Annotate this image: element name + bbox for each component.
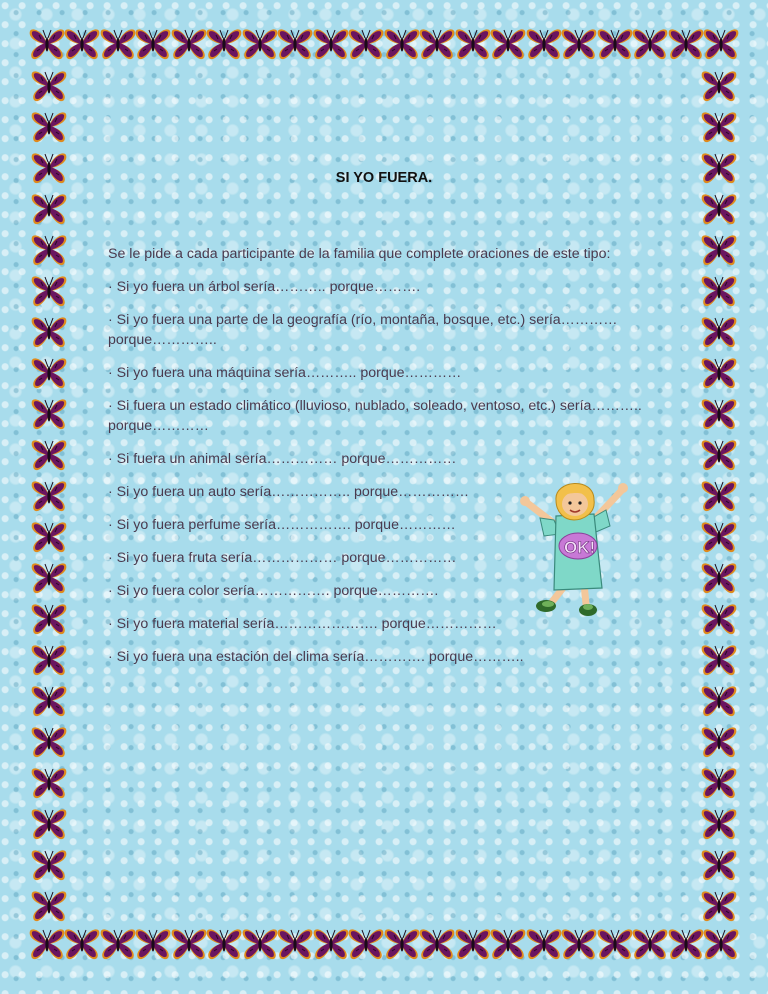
butterfly-icon — [667, 927, 705, 961]
list-item: · Si yo fuera una estación del clima sería…………. porque……….. — [108, 649, 524, 665]
butterfly-icon — [30, 438, 68, 472]
butterfly-icon — [560, 27, 598, 61]
butterfly-icon — [702, 27, 740, 61]
butterfly-icon — [700, 889, 738, 923]
butterfly-icon — [347, 27, 385, 61]
butterfly-icon — [30, 274, 68, 308]
butterfly-icon — [700, 848, 738, 882]
list-item: · Si yo fuera fruta sería……………… porque…………… — [108, 550, 457, 566]
svg-text:OK!: OK! — [564, 538, 596, 557]
butterfly-icon — [454, 27, 492, 61]
butterfly-icon — [30, 643, 68, 677]
butterfly-icon — [30, 889, 68, 923]
butterfly-icon — [383, 27, 421, 61]
butterfly-icon — [700, 643, 738, 677]
butterfly-icon — [702, 927, 740, 961]
butterfly-icon — [700, 110, 738, 144]
girl-clipart — [520, 476, 632, 626]
butterfly-icon — [30, 807, 68, 841]
butterfly-icon — [30, 315, 68, 349]
butterfly-icon — [30, 110, 68, 144]
butterfly-icon — [30, 684, 68, 718]
butterfly-icon — [454, 927, 492, 961]
butterfly-icon — [667, 27, 705, 61]
butterfly-icon — [30, 602, 68, 636]
butterfly-icon — [30, 356, 68, 390]
intro-paragraph: Se le pide a cada participante de la familia que complete oraciones de este tipo: — [108, 246, 611, 262]
butterfly-icon — [525, 27, 563, 61]
butterfly-icon — [241, 27, 279, 61]
butterfly-icon — [489, 927, 527, 961]
butterfly-icon — [631, 27, 669, 61]
butterfly-icon — [383, 927, 421, 961]
butterfly-icon — [700, 766, 738, 800]
butterfly-icon — [134, 27, 172, 61]
butterfly-icon — [30, 848, 68, 882]
butterfly-icon — [700, 192, 738, 226]
list-item: · Si yo fuera un árbol sería……….. porque………. — [108, 279, 421, 295]
butterfly-icon — [700, 725, 738, 759]
butterfly-icon — [700, 479, 738, 513]
butterfly-icon — [30, 561, 68, 595]
list-item: · Si yo fuera perfume sería……………. porque………… — [108, 517, 456, 533]
butterfly-icon — [312, 927, 350, 961]
list-item: · Si yo fuera un auto sería…………….. porque…………… — [108, 484, 470, 500]
butterfly-icon — [631, 927, 669, 961]
butterfly-icon — [30, 520, 68, 554]
butterfly-icon — [596, 927, 634, 961]
butterfly-icon — [700, 274, 738, 308]
butterfly-icon — [418, 927, 456, 961]
butterfly-icon — [347, 927, 385, 961]
butterfly-icon — [30, 192, 68, 226]
butterfly-icon — [560, 927, 598, 961]
butterfly-icon — [700, 520, 738, 554]
butterfly-icon — [170, 27, 208, 61]
butterfly-icon — [28, 27, 66, 61]
butterfly-icon — [205, 927, 243, 961]
list-item: · Si yo fuera una máquina sería……….. porque………… — [108, 365, 462, 381]
butterfly-icon — [312, 27, 350, 61]
butterfly-icon — [700, 356, 738, 390]
butterfly-icon — [170, 927, 208, 961]
butterfly-icon — [30, 766, 68, 800]
butterfly-icon — [700, 438, 738, 472]
butterfly-icon — [418, 27, 456, 61]
butterfly-icon — [63, 27, 101, 61]
butterfly-icon — [276, 27, 314, 61]
butterfly-icon — [134, 927, 172, 961]
butterfly-icon — [205, 27, 243, 61]
butterfly-icon — [700, 233, 738, 267]
butterfly-icon — [28, 927, 66, 961]
butterfly-icon — [99, 27, 137, 61]
butterfly-icon — [241, 927, 279, 961]
butterfly-icon — [700, 602, 738, 636]
butterfly-icon — [63, 927, 101, 961]
butterfly-icon — [700, 397, 738, 431]
butterfly-icon — [276, 927, 314, 961]
list-item: · Si yo fuera color sería……………. porque…………. — [108, 583, 439, 599]
butterfly-icon — [700, 684, 738, 718]
butterfly-icon — [700, 69, 738, 103]
list-item: · Si yo fuera una parte de la geografía (río, montaña, bosque, etc.) sería………… porque………….. — [108, 312, 618, 348]
butterfly-icon — [700, 807, 738, 841]
butterfly-icon — [489, 27, 527, 61]
butterfly-icon — [596, 27, 634, 61]
list-item: · Si fuera un estado climático (lluvioso, nublado, soleado, ventoso, etc.) sería……….. porque………… — [108, 398, 642, 434]
butterfly-icon — [30, 725, 68, 759]
page-title: SI YO FUERA. — [335, 170, 433, 186]
list-item: · Si yo fuera material sería…………………. porque…………… — [108, 616, 497, 632]
butterfly-icon — [30, 69, 68, 103]
butterfly-icon — [30, 233, 68, 267]
butterfly-icon — [700, 315, 738, 349]
list-item: · Si fuera un animal sería…………… porque…………… — [108, 451, 457, 467]
butterfly-icon — [99, 927, 137, 961]
butterfly-icon — [525, 927, 563, 961]
butterfly-icon — [30, 397, 68, 431]
butterfly-icon — [30, 479, 68, 513]
butterfly-icon — [700, 561, 738, 595]
